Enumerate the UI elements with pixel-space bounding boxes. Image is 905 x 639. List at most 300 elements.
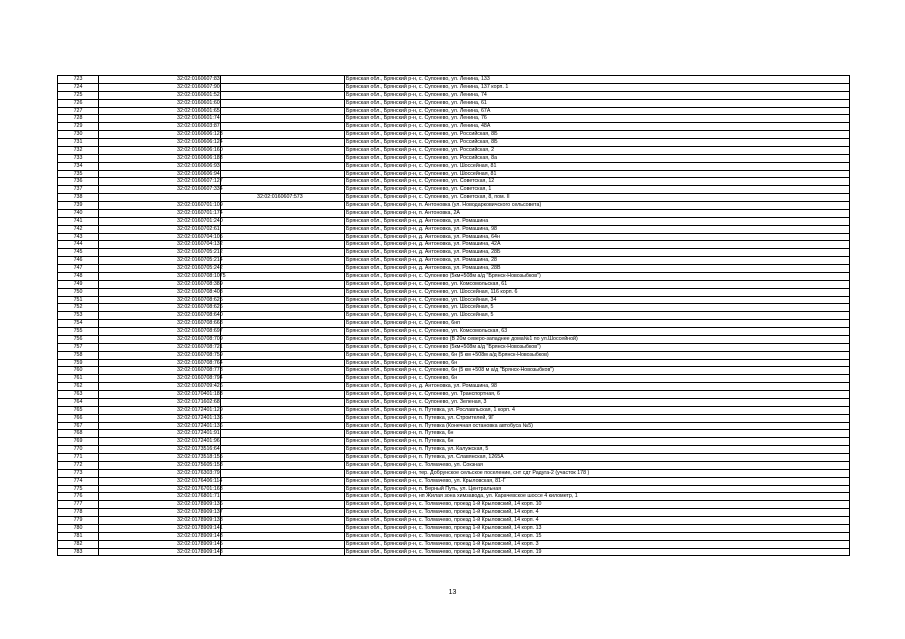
cadastral-number-alt-cell bbox=[221, 461, 345, 469]
cadastral-number-cell: 32:02:0160601:52 bbox=[99, 91, 221, 99]
row-number-cell: 732 bbox=[58, 146, 99, 154]
table-row bbox=[58, 76, 850, 84]
address-cell: Брянская обл., Брянский р-н, п. Путевка, 6н bbox=[345, 430, 850, 438]
cadastral-number-cell: 32:02:0160708:1075 bbox=[99, 272, 221, 280]
row-number-cell: 760 bbox=[58, 367, 99, 375]
cadastral-number-alt-cell bbox=[221, 91, 345, 99]
address-cell: Брянская обл., Брянский р-н, с. Супонево, ул. Ленина, 76 bbox=[345, 115, 850, 123]
cadastral-number-cell: 32:02:0160601:60 bbox=[99, 99, 221, 107]
table-row bbox=[58, 249, 850, 257]
row-number-cell: 759 bbox=[58, 359, 99, 367]
cadastral-number-alt-cell bbox=[221, 233, 345, 241]
table-row bbox=[58, 335, 850, 343]
address-cell: Брянская обл., Брянский р-н, с. Супонево, ул. Ленина, 61 bbox=[345, 99, 850, 107]
address-cell: Брянская обл., Брянский р-н, с. Супонево, ул. Шоссейная, 81 bbox=[345, 162, 850, 170]
address-cell: Брянская обл., Брянский р-н, с. Супонево (5км+508м а/д "Брянск-Новозыбков") bbox=[345, 272, 850, 280]
cadastral-number-alt-cell bbox=[221, 154, 345, 162]
table-row bbox=[58, 202, 850, 210]
address-cell: Брянская обл., Брянский р-н, с. Толмачево, проезд 1-й Крыловский, 14 корп. 13 bbox=[345, 524, 850, 532]
cadastral-number-cell: 32:02:0160708:759 bbox=[99, 351, 221, 359]
table-row bbox=[58, 257, 850, 265]
address-cell: Брянская обл., Брянский р-н, с. Супонево, ул. Советская, 12 bbox=[345, 178, 850, 186]
cadastral-number-alt-cell bbox=[221, 414, 345, 422]
cadastral-number-cell: 32:02:0160601:65 bbox=[99, 107, 221, 115]
address-cell: Брянская обл., Брянский р-н, с. Супонево, 6нп bbox=[345, 320, 850, 328]
cadastral-number-alt-cell bbox=[221, 312, 345, 320]
table-row bbox=[58, 328, 850, 336]
cadastral-number-alt-cell bbox=[221, 107, 345, 115]
row-number-cell: 753 bbox=[58, 312, 99, 320]
table-row bbox=[58, 241, 850, 249]
row-number-cell: 776 bbox=[58, 493, 99, 501]
address-cell: Брянская обл., Брянский р-н, п. Верный Путь, ул. Центральная bbox=[345, 485, 850, 493]
table-row bbox=[58, 123, 850, 131]
cadastral-number-alt-cell bbox=[221, 209, 345, 217]
cadastral-number-cell: 32:02:0176303:79 bbox=[99, 469, 221, 477]
row-number-cell: 777 bbox=[58, 501, 99, 509]
cadastral-number-cell: 32:02:0160708:640 bbox=[99, 312, 221, 320]
cadastral-number-cell: 32:02:0178909:136 bbox=[99, 501, 221, 509]
cadastral-number-alt-cell bbox=[221, 422, 345, 430]
cadastral-number-cell: 32:02:0178909:143 bbox=[99, 532, 221, 540]
table-row bbox=[58, 367, 850, 375]
row-number-cell: 758 bbox=[58, 351, 99, 359]
cadastral-number-alt-cell bbox=[221, 225, 345, 233]
row-number-cell: 775 bbox=[58, 485, 99, 493]
cadastral-number-cell: 32:02:0160705:212 bbox=[99, 249, 221, 257]
row-number-cell: 772 bbox=[58, 461, 99, 469]
cadastral-number-alt-cell bbox=[221, 115, 345, 123]
cadastral-number-cell: 32:02:0178909:141 bbox=[99, 524, 221, 532]
cadastral-number-cell: 32:02:0160607:127 bbox=[99, 178, 221, 186]
row-number-cell: 774 bbox=[58, 477, 99, 485]
address-cell: Брянская обл., Брянский р-н, с. Толмачево, проезд 1-й Крыловский, 14 корп. 15 bbox=[345, 532, 850, 540]
cadastral-number-cell: 32:02:0160708:668 bbox=[99, 320, 221, 328]
row-number-cell: 745 bbox=[58, 249, 99, 257]
address-cell: Брянская обл., Брянский р-н, с. Супонево, ул. Ленина, 137 корп. 1 bbox=[345, 83, 850, 91]
table-row bbox=[58, 83, 850, 91]
row-number-cell: 750 bbox=[58, 288, 99, 296]
table-row bbox=[58, 375, 850, 383]
cadastral-number-cell: 32:02:0160701:109 bbox=[99, 202, 221, 210]
address-cell: Брянская обл., Брянский р-н, с. Толмачево, проезд 1-й Крыловский, 14 корп. 4 bbox=[345, 517, 850, 525]
cadastral-number-alt-cell bbox=[221, 406, 345, 414]
cadastral-number-alt-cell bbox=[221, 170, 345, 178]
address-cell: Брянская обл., Брянский р-н, д. Антоновка, ул. Ромашина, 28 bbox=[345, 257, 850, 265]
cadastral-number-cell: 32:02:0160606:93 bbox=[99, 162, 221, 170]
row-number-cell: 727 bbox=[58, 107, 99, 115]
address-cell: Брянская обл., Брянский р-н, с. Супонево, 6н bbox=[345, 375, 850, 383]
cadastral-number-cell: 32:02:0160702:61 bbox=[99, 225, 221, 233]
cadastral-number-alt-cell bbox=[221, 375, 345, 383]
row-number-cell: 731 bbox=[58, 139, 99, 147]
address-cell: Брянская обл., Брянский р-н, с. Толмачево, проезд 1-й Крыловский, 14 корп. 3 bbox=[345, 540, 850, 548]
cadastral-number-alt-cell bbox=[221, 335, 345, 343]
address-cell: Брянская обл., Брянский р-н, д. Антоновка, ул. Ромашина, 28Б bbox=[345, 249, 850, 257]
table-row bbox=[58, 422, 850, 430]
address-cell: Брянская обл., Брянский р-н, п. Путевка, ул. Калужская, 5 bbox=[345, 446, 850, 454]
table-row bbox=[58, 272, 850, 280]
address-cell: Брянская обл., Брянский р-н, с. Супонево, ул. Шоссейная, 5 bbox=[345, 312, 850, 320]
row-number-cell: 747 bbox=[58, 265, 99, 273]
address-cell: Брянская обл., Брянский р-н, с. Толмачево, проезд 1-й Крыловский, 14 корп. 19 bbox=[345, 548, 850, 556]
address-cell: Брянская обл., Брянский р-н, д. Антоновка, ул. Ромашина bbox=[345, 217, 850, 225]
table-row bbox=[58, 304, 850, 312]
address-cell: Брянская обл., Брянский р-н, с. Супонево, ул. Российская, 8Б bbox=[345, 139, 850, 147]
cadastral-number-cell: 32:02:0160607:334 bbox=[99, 186, 221, 194]
cadastral-number-cell: 32:02:0160607:83 bbox=[99, 76, 221, 84]
cadastral-number-alt-cell bbox=[221, 517, 345, 525]
row-number-cell: 770 bbox=[58, 446, 99, 454]
property-register-table bbox=[57, 75, 850, 556]
cadastral-number-cell: 32:02:0172401:96 bbox=[99, 438, 221, 446]
table-row bbox=[58, 107, 850, 115]
cadastral-number-cell: 32:02:0176801:71 bbox=[99, 493, 221, 501]
cadastral-number-alt-cell bbox=[221, 328, 345, 336]
row-number-cell: 762 bbox=[58, 383, 99, 391]
cadastral-number-alt-cell bbox=[221, 162, 345, 170]
row-number-cell: 780 bbox=[58, 524, 99, 532]
address-cell: Брянская обл., Брянский р-н, с. Супонево, ул. Ленина, 67А bbox=[345, 107, 850, 115]
address-cell: Брянская обл., Брянский р-н, с. Толмачево, ул. Крыловская, 81-Г bbox=[345, 477, 850, 485]
cadastral-number-alt-cell bbox=[221, 383, 345, 391]
table-row bbox=[58, 398, 850, 406]
address-cell: Брянская обл., Брянский р-н, п. Путевка (Конечная остановка автобуса №5) bbox=[345, 422, 850, 430]
cadastral-number-alt-cell bbox=[221, 438, 345, 446]
address-cell: Брянская обл., Брянский р-н, с. Супонево (В 20м северо-западнее дома№1 по ул.Шоссейной) bbox=[345, 335, 850, 343]
row-number-cell: 779 bbox=[58, 517, 99, 525]
cadastral-number-alt-cell bbox=[221, 398, 345, 406]
address-cell: Брянская обл., Брянский р-н, п. Путевка, 6н bbox=[345, 438, 850, 446]
address-cell: Брянская обл., Брянский р-н, тер. Добрунское сельское поселение, снт сдт Радуга-2 (участок 178 ) bbox=[345, 469, 850, 477]
table-row bbox=[58, 446, 850, 454]
table-row bbox=[58, 139, 850, 147]
cadastral-number-cell: 32:02:0160708:709 bbox=[99, 335, 221, 343]
cadastral-number-cell: 32:02:0160606:94 bbox=[99, 170, 221, 178]
table-row bbox=[58, 383, 850, 391]
row-number-cell: 752 bbox=[58, 304, 99, 312]
row-number-cell: 766 bbox=[58, 414, 99, 422]
cadastral-number-alt-cell bbox=[221, 272, 345, 280]
row-number-cell: 723 bbox=[58, 76, 99, 84]
cadastral-number-alt-cell bbox=[221, 501, 345, 509]
cadastral-number-alt-cell bbox=[221, 351, 345, 359]
cadastral-number-cell: 32:02:0178909:138 bbox=[99, 517, 221, 525]
address-cell: Брянская обл., Брянский р-н, нп Жилая зона химзавода, ул. Карачевское шоссе 4 километр, 1 bbox=[345, 493, 850, 501]
row-number-cell: 783 bbox=[58, 548, 99, 556]
cadastral-number-cell: 32:02:0160708:625 bbox=[99, 296, 221, 304]
table-row bbox=[58, 438, 850, 446]
row-number-cell: 755 bbox=[58, 328, 99, 336]
cadastral-number-cell: 32:02:0160704:132 bbox=[99, 241, 221, 249]
table-row bbox=[58, 517, 850, 525]
table-row bbox=[58, 391, 850, 399]
address-cell: Брянская обл., Брянский р-н, с. Супонево, ул. Советская, 8, пом. II bbox=[345, 194, 850, 202]
address-cell: Брянская обл., Брянский р-н, с. Толмачево, проезд 1-й Крыловский, 14 корп. 4 bbox=[345, 509, 850, 517]
cadastral-number-alt-cell bbox=[221, 202, 345, 210]
cadastral-number-cell: 32:02:0160708:794 bbox=[99, 375, 221, 383]
cadastral-number-cell bbox=[99, 194, 221, 202]
cadastral-number-cell: 32:02:0173516:64 bbox=[99, 446, 221, 454]
cadastral-number-alt-cell bbox=[221, 146, 345, 154]
address-cell: Брянская обл., Брянский р-н, д. Антоновка, ул. Ромашина, 98 bbox=[345, 225, 850, 233]
table-row bbox=[58, 233, 850, 241]
table-row bbox=[58, 115, 850, 123]
row-number-cell: 764 bbox=[58, 398, 99, 406]
cadastral-number-alt-cell bbox=[221, 540, 345, 548]
row-number-cell: 751 bbox=[58, 296, 99, 304]
address-cell: Брянская обл., Брянский р-н, п. Антоновка (ул. Новодарковичского сельсовета) bbox=[345, 202, 850, 210]
row-number-cell: 737 bbox=[58, 186, 99, 194]
row-number-cell: 744 bbox=[58, 241, 99, 249]
table-body bbox=[58, 76, 850, 556]
row-number-cell: 757 bbox=[58, 343, 99, 351]
cadastral-number-alt-cell bbox=[221, 477, 345, 485]
table-row bbox=[58, 477, 850, 485]
row-number-cell: 761 bbox=[58, 375, 99, 383]
cadastral-number-alt-cell bbox=[221, 178, 345, 186]
row-number-cell: 748 bbox=[58, 272, 99, 280]
cadastral-number-alt-cell bbox=[221, 249, 345, 257]
row-number-cell: 724 bbox=[58, 83, 99, 91]
table-row bbox=[58, 351, 850, 359]
cadastral-number-cell: 32:02:0160708:408 bbox=[99, 288, 221, 296]
row-number-cell: 749 bbox=[58, 280, 99, 288]
table-row bbox=[58, 312, 850, 320]
table-row bbox=[58, 454, 850, 462]
table-row bbox=[58, 131, 850, 139]
address-cell: Брянская обл., Брянский р-н, с. Супонево, ул. Шоссейная, 81 bbox=[345, 170, 850, 178]
cadastral-number-cell: 32:02:0160705:242 bbox=[99, 265, 221, 273]
row-number-cell: 781 bbox=[58, 532, 99, 540]
cadastral-number-alt-cell bbox=[221, 241, 345, 249]
table-row bbox=[58, 91, 850, 99]
address-cell: Брянская обл., Брянский р-н, п. Антоновка, 2А bbox=[345, 209, 850, 217]
table-row bbox=[58, 461, 850, 469]
cadastral-number-alt-cell bbox=[221, 257, 345, 265]
row-number-cell: 756 bbox=[58, 335, 99, 343]
table-row bbox=[58, 493, 850, 501]
table-row bbox=[58, 509, 850, 517]
row-number-cell: 733 bbox=[58, 154, 99, 162]
cadastral-number-alt-cell bbox=[221, 288, 345, 296]
table-row bbox=[58, 430, 850, 438]
table-row bbox=[58, 170, 850, 178]
cadastral-number-cell: 32:02:0160705:214 bbox=[99, 257, 221, 265]
row-number-cell: 726 bbox=[58, 99, 99, 107]
row-number-cell: 735 bbox=[58, 170, 99, 178]
cadastral-number-alt-cell bbox=[221, 509, 345, 517]
cadastral-number-cell: 32:02:0170401:183 bbox=[99, 391, 221, 399]
address-cell: Брянская обл., Брянский р-н, с. Супонево, ул. Комсомольская, 63 bbox=[345, 328, 850, 336]
cadastral-number-alt-cell bbox=[221, 485, 345, 493]
table-row bbox=[58, 225, 850, 233]
row-number-cell: 765 bbox=[58, 406, 99, 414]
table-row bbox=[58, 320, 850, 328]
address-cell: Брянская обл., Брянский р-н, с. Супонево, ул. Советская, 1 bbox=[345, 186, 850, 194]
address-cell: Брянская обл., Брянский р-н, д. Антоновка, ул. Ромашина, 42А bbox=[345, 241, 850, 249]
cadastral-number-cell: 32:02:0172401:129 bbox=[99, 406, 221, 414]
cadastral-number-alt-cell bbox=[221, 99, 345, 107]
table-row bbox=[58, 414, 850, 422]
table-row bbox=[58, 154, 850, 162]
cadastral-number-alt-cell bbox=[221, 217, 345, 225]
address-cell: Брянская обл., Брянский р-н, с. Толмачево, проезд 1-й Крыловский, 14 корп. 10 bbox=[345, 501, 850, 509]
cadastral-number-alt-cell bbox=[221, 391, 345, 399]
table-row bbox=[58, 217, 850, 225]
address-cell: Брянская обл., Брянский р-н, с. Супонево, ул. Российская, 8а bbox=[345, 154, 850, 162]
cadastral-number-alt-cell bbox=[221, 139, 345, 147]
table-row bbox=[58, 265, 850, 273]
cadastral-number-alt-cell bbox=[221, 532, 345, 540]
row-number-cell: 736 bbox=[58, 178, 99, 186]
row-number-cell: 728 bbox=[58, 115, 99, 123]
cadastral-number-cell: 32:02:0178909:145 bbox=[99, 540, 221, 548]
cadastral-number-alt-cell bbox=[221, 430, 345, 438]
address-cell: Брянская обл., Брянский р-н, с. Супонево, ул. Зеленая, 3 bbox=[345, 398, 850, 406]
cadastral-number-alt-cell bbox=[221, 524, 345, 532]
cadastral-number-alt-cell bbox=[221, 83, 345, 91]
address-cell: Брянская обл., Брянский р-н, с. Супонево, ул. Шоссейная, 5 bbox=[345, 304, 850, 312]
cadastral-number-cell: 32:02:0160606:183 bbox=[99, 154, 221, 162]
cadastral-number-alt-cell bbox=[221, 131, 345, 139]
row-number-cell: 739 bbox=[58, 202, 99, 210]
row-number-cell: 773 bbox=[58, 469, 99, 477]
row-number-cell: 767 bbox=[58, 422, 99, 430]
cadastral-number-alt-cell bbox=[221, 548, 345, 556]
table-row bbox=[58, 524, 850, 532]
cadastral-number-cell: 32:02:0160708:389 bbox=[99, 280, 221, 288]
cadastral-number-cell: 32:02:0178909:137 bbox=[99, 509, 221, 517]
cadastral-number-cell: 32:02:0176701:163 bbox=[99, 485, 221, 493]
cadastral-number-cell: 32:02:0160606:160 bbox=[99, 146, 221, 154]
table-row bbox=[58, 288, 850, 296]
cadastral-number-cell: 32:02:0171602:68 bbox=[99, 398, 221, 406]
address-cell: Брянская обл., Брянский р-н, с. Супонево, ул. Российская, 8Б bbox=[345, 131, 850, 139]
address-cell: Брянская обл., Брянский р-н, с. Супонево, ул. Комсомольская, 61 bbox=[345, 280, 850, 288]
address-cell: Брянская обл., Брянский р-н, п. Путевка, ул. Строителей, 9Г bbox=[345, 414, 850, 422]
table-row bbox=[58, 194, 850, 202]
cadastral-number-cell: 32:02:0172401:136 bbox=[99, 422, 221, 430]
cadastral-number-cell: 32:02:0175605:158 bbox=[99, 461, 221, 469]
table-row bbox=[58, 146, 850, 154]
table-row bbox=[58, 532, 850, 540]
cadastral-number-cell: 32:02:0160704:105 bbox=[99, 233, 221, 241]
table-row bbox=[58, 209, 850, 217]
address-cell: Брянская обл., Брянский р-н, с. Супонево, ул. Шоссейная, 116 корп. 6 bbox=[345, 288, 850, 296]
address-cell: Брянская обл., Брянский р-н, с. Супонево, 6н bbox=[345, 359, 850, 367]
cadastral-number-alt-cell bbox=[221, 320, 345, 328]
table-row bbox=[58, 296, 850, 304]
table-row bbox=[58, 343, 850, 351]
address-cell: Брянская обл., Брянский р-н, с. Супонево, 6н (5 км +508 м а/д "Брянск-Новозыбков") bbox=[345, 367, 850, 375]
cadastral-number-alt-cell bbox=[221, 469, 345, 477]
address-cell: Брянская обл., Брянский р-н, п. Путевка, ул. Рославльская, 1 корп. 4 bbox=[345, 406, 850, 414]
address-cell: Брянская обл., Брянский р-н, с. Супонево, ул. Ленина, 74 bbox=[345, 91, 850, 99]
cadastral-number-alt-cell bbox=[221, 359, 345, 367]
row-number-cell: 734 bbox=[58, 162, 99, 170]
cadastral-number-alt-cell bbox=[221, 265, 345, 273]
cadastral-number-alt-cell bbox=[221, 454, 345, 462]
row-number-cell: 741 bbox=[58, 217, 99, 225]
cadastral-number-cell: 32:02:0178909:148 bbox=[99, 548, 221, 556]
cadastral-number-alt-cell bbox=[221, 76, 345, 84]
cadastral-number-alt-cell bbox=[221, 296, 345, 304]
row-number-cell: 743 bbox=[58, 233, 99, 241]
row-number-cell: 754 bbox=[58, 320, 99, 328]
cadastral-number-cell: 32:02:0160607:90 bbox=[99, 83, 221, 91]
cadastral-number-alt-cell bbox=[221, 280, 345, 288]
address-cell: Брянская обл., Брянский р-н, с. Супонево, ул. Шоссейная, 34 bbox=[345, 296, 850, 304]
row-number-cell: 778 bbox=[58, 509, 99, 517]
table-row bbox=[58, 99, 850, 107]
cadastral-number-alt-cell bbox=[221, 186, 345, 194]
address-cell: Брянская обл., Брянский р-н, с. Супонево (5км+508м а/д "Брянск-Новозыбков") bbox=[345, 343, 850, 351]
cadastral-number-cell: 32:02:0160708:773 bbox=[99, 367, 221, 375]
cadastral-number-cell: 32:02:0160701:174 bbox=[99, 209, 221, 217]
row-number-cell: 729 bbox=[58, 123, 99, 131]
address-cell: Брянская обл., Брянский р-н, с. Супонево, ул. Ленина, 48А bbox=[345, 123, 850, 131]
table-row bbox=[58, 540, 850, 548]
table-row bbox=[58, 186, 850, 194]
cadastral-number-cell: 32:02:0172401:135 bbox=[99, 414, 221, 422]
cadastral-number-cell: 32:02:0160606:124 bbox=[99, 139, 221, 147]
cadastral-number-cell: 32:02:0160601:74 bbox=[99, 115, 221, 123]
cadastral-number-cell: 32:02:0172401:91 bbox=[99, 430, 221, 438]
address-cell: Брянская обл., Брянский р-н, с. Толмачево, ул. Сокзная bbox=[345, 461, 850, 469]
row-number-cell: 771 bbox=[58, 454, 99, 462]
cadastral-number-cell: 32:02:0160709:426 bbox=[99, 383, 221, 391]
row-number-cell: 738 bbox=[58, 194, 99, 202]
cadastral-number-alt-cell bbox=[221, 304, 345, 312]
row-number-cell: 740 bbox=[58, 209, 99, 217]
address-cell: Брянская обл., Брянский р-н, д. Антоновка, ул. Ромашина, 98 bbox=[345, 383, 850, 391]
cadastral-number-cell: 32:02:0160708:721 bbox=[99, 343, 221, 351]
address-cell: Брянская обл., Брянский р-н, с. Супонево, ул. Российская, 2 bbox=[345, 146, 850, 154]
row-number-cell: 768 bbox=[58, 430, 99, 438]
cadastral-number-alt-cell bbox=[221, 343, 345, 351]
cadastral-number-cell: 32:02:0173518:155 bbox=[99, 454, 221, 462]
cadastral-number-cell: 32:02:0160606:123 bbox=[99, 131, 221, 139]
address-cell: Брянская обл., Брянский р-н, д. Антоновка, ул. Ромашина, 64н bbox=[345, 233, 850, 241]
row-number-cell: 742 bbox=[58, 225, 99, 233]
cadastral-number-cell: 32:02:0160708:626 bbox=[99, 304, 221, 312]
table-row bbox=[58, 162, 850, 170]
table-row bbox=[58, 280, 850, 288]
page-number: 13 bbox=[448, 589, 457, 596]
row-number-cell: 746 bbox=[58, 257, 99, 265]
cadastral-number-cell: 32:02:0176406:114 bbox=[99, 477, 221, 485]
table-row bbox=[58, 469, 850, 477]
address-cell: Брянская обл., Брянский р-н, д. Антоновка, ул. Ромашина, 28В bbox=[345, 265, 850, 273]
table-row bbox=[58, 485, 850, 493]
cadastral-number-alt-cell bbox=[221, 367, 345, 375]
table-row bbox=[58, 359, 850, 367]
table-row bbox=[58, 406, 850, 414]
address-cell: Брянская обл., Брянский р-н, с. Супонево, ул. Транспортная, 6 bbox=[345, 391, 850, 399]
cadastral-number-cell: 32:02:0160701:240 bbox=[99, 217, 221, 225]
address-cell: Брянская обл., Брянский р-н, п. Путевка, ул. Славянская, 1265А bbox=[345, 454, 850, 462]
cadastral-number-cell: 32:02:0160708:764 bbox=[99, 359, 221, 367]
cadastral-number-alt-cell bbox=[221, 493, 345, 501]
table-row bbox=[58, 178, 850, 186]
cadastral-number-cell: 32:02:0160708:697 bbox=[99, 328, 221, 336]
row-number-cell: 763 bbox=[58, 391, 99, 399]
cadastral-number-alt-cell bbox=[221, 446, 345, 454]
row-number-cell: 725 bbox=[58, 91, 99, 99]
cadastral-number-alt-cell: 32:02:0160607:573 bbox=[221, 194, 345, 202]
address-cell: Брянская обл., Брянский р-н, с. Супонево, ул. Ленина, 133 bbox=[345, 76, 850, 84]
